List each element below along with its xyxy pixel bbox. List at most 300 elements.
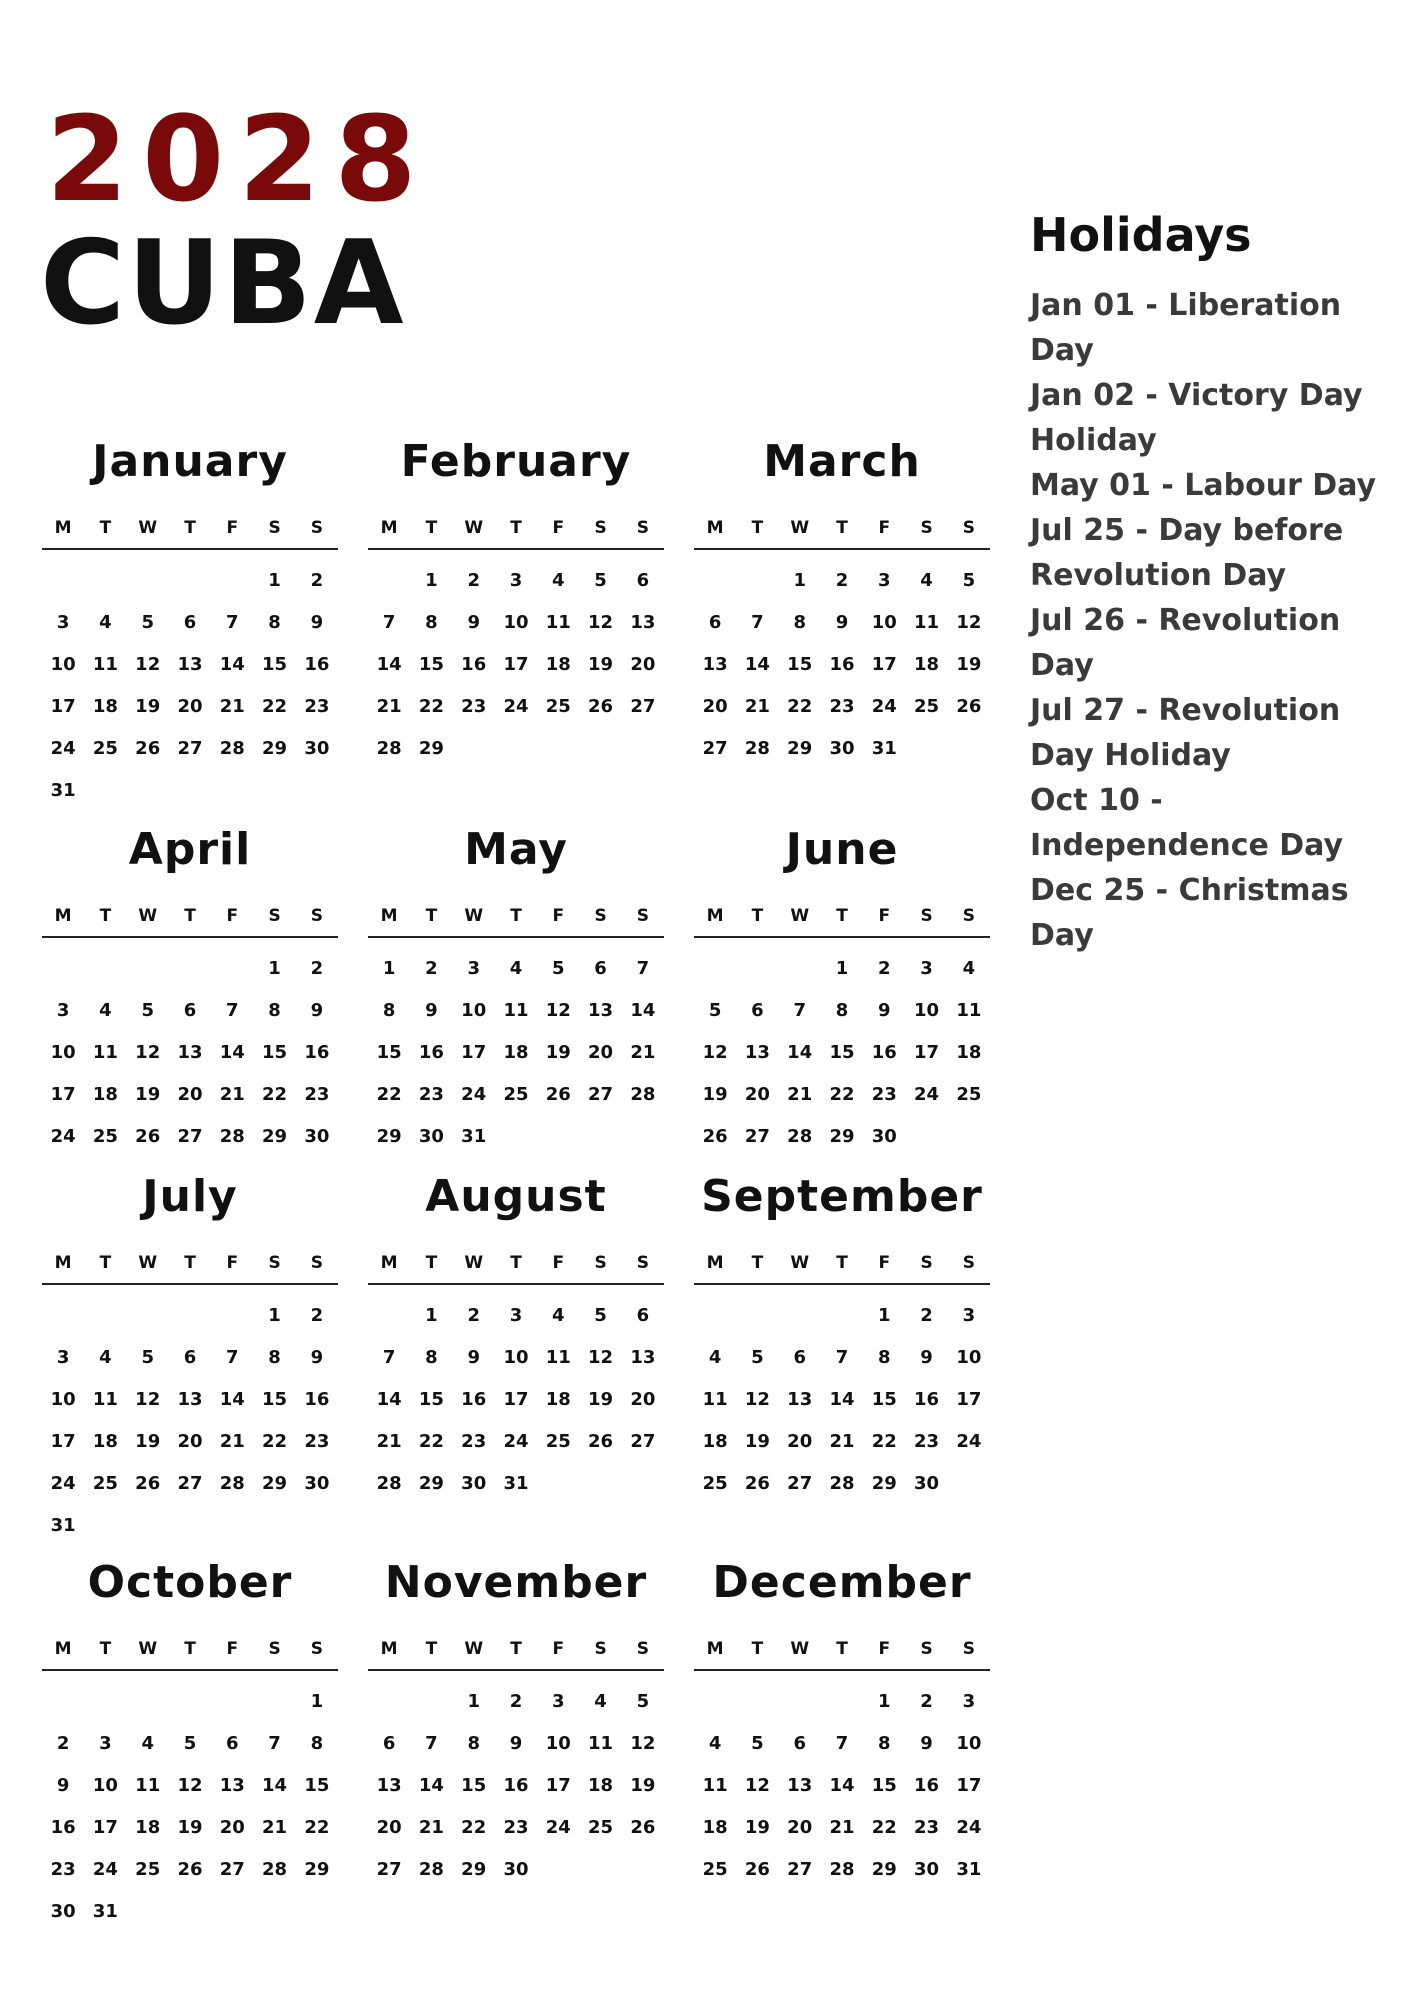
day-cell: 7 [382, 612, 396, 633]
weekday-label: M [54, 906, 72, 926]
day-cell: 4 [708, 1347, 722, 1368]
weekday-label: S [920, 1253, 933, 1273]
weekday-header [694, 906, 990, 938]
day-cell: 6 [708, 612, 722, 633]
weekday-label: S [310, 906, 323, 926]
day-cell: 11 [92, 1389, 118, 1410]
day-cell: 5 [708, 1000, 722, 1021]
day-cell: 13 [787, 1389, 813, 1410]
day-cell: 20 [787, 1431, 813, 1452]
weekday-label: F [552, 906, 565, 926]
day-cell: 11 [92, 1042, 118, 1063]
day-cell: 31 [50, 1515, 76, 1536]
day-cell: 22 [418, 1431, 444, 1452]
holiday-item: May 01 - Labour Day [1030, 468, 1377, 504]
day-cell: 12 [545, 1000, 571, 1021]
day-cell: 18 [92, 1084, 118, 1105]
day-grid [368, 560, 664, 770]
day-cell: 7 [226, 1000, 239, 1021]
day-cell: 20 [630, 654, 656, 675]
day-cell: 29 [262, 1473, 288, 1494]
day-cell: 10 [871, 612, 897, 633]
day-empty [42, 948, 84, 990]
weekday-label: F [552, 1639, 565, 1659]
weekday-label: T [751, 1639, 764, 1659]
weekday-label: T [751, 518, 764, 538]
day-cell: 8 [425, 1347, 438, 1368]
day-cell: 11 [702, 1775, 728, 1796]
weekday-label: F [552, 518, 565, 538]
day-cell: 28 [219, 738, 245, 759]
day-cell: 8 [310, 1733, 324, 1754]
day-cell: 4 [962, 958, 976, 979]
day-cell: 16 [871, 1042, 897, 1063]
day-cell: 28 [829, 1859, 855, 1880]
month-june [694, 824, 990, 1158]
day-cell: 2 [56, 1733, 70, 1754]
day-cell: 18 [135, 1817, 161, 1838]
day-cell: 11 [135, 1775, 161, 1796]
day-cell: 9 [920, 1733, 933, 1754]
day-cell: 19 [588, 1389, 614, 1410]
day-cell: 3 [962, 1691, 976, 1712]
day-empty [127, 1681, 169, 1723]
weekday-header [368, 1253, 664, 1285]
weekday-label: W [790, 906, 810, 926]
day-cell: 10 [503, 612, 529, 633]
day-cell: 4 [509, 958, 523, 979]
day-cell: 10 [956, 1733, 982, 1754]
weekday-label: S [268, 1639, 281, 1659]
day-cell: 1 [382, 958, 396, 979]
weekday-label: T [425, 906, 438, 926]
month-title: May [464, 824, 568, 875]
day-cell: 20 [177, 696, 203, 717]
day-empty [127, 560, 169, 602]
day-cell: 15 [418, 654, 444, 675]
weekday-label: S [594, 518, 607, 538]
day-cell: 14 [630, 1000, 656, 1021]
day-cell: 3 [99, 1733, 112, 1754]
day-cell: 6 [183, 612, 197, 633]
day-cell: 24 [956, 1817, 982, 1838]
day-empty [211, 1295, 253, 1337]
day-empty [42, 1681, 84, 1723]
day-cell: 24 [92, 1859, 118, 1880]
day-grid [42, 560, 338, 812]
day-cell: 21 [744, 696, 770, 717]
day-cell: 3 [920, 958, 933, 979]
weekday-label: W [790, 1639, 810, 1659]
day-cell: 24 [871, 696, 897, 717]
day-empty [694, 560, 736, 602]
weekday-label: M [706, 1253, 724, 1273]
day-cell: 5 [962, 570, 976, 591]
day-cell: 4 [920, 570, 933, 591]
day-grid [368, 1681, 664, 1891]
weekday-label: T [99, 1253, 112, 1273]
day-cell: 12 [177, 1775, 203, 1796]
day-cell: 14 [219, 654, 245, 675]
day-cell: 19 [177, 1817, 203, 1838]
weekday-label: S [594, 906, 607, 926]
day-empty [169, 560, 211, 602]
day-cell: 22 [829, 1084, 855, 1105]
day-empty [368, 1681, 410, 1723]
weekday-label: M [54, 1253, 72, 1273]
weekday-label: F [878, 1639, 891, 1659]
day-cell: 20 [630, 1389, 656, 1410]
weekday-label: W [464, 906, 484, 926]
day-empty [821, 1681, 863, 1723]
weekday-label: T [99, 518, 112, 538]
weekday-label: F [226, 1639, 239, 1659]
day-cell: 3 [56, 1347, 70, 1368]
day-cell: 23 [304, 696, 330, 717]
calendar-year: 2028 [46, 90, 431, 228]
day-cell: 21 [219, 1431, 245, 1452]
day-cell: 23 [304, 1431, 330, 1452]
day-grid [368, 1295, 664, 1505]
day-cell: 1 [268, 1305, 281, 1326]
day-cell: 2 [425, 958, 438, 979]
day-cell: 29 [871, 1859, 897, 1880]
day-empty [84, 1295, 126, 1337]
weekday-label: S [962, 1253, 975, 1273]
day-cell: 27 [744, 1126, 770, 1147]
day-cell: 19 [956, 654, 982, 675]
day-cell: 7 [835, 1733, 849, 1754]
day-cell: 25 [588, 1817, 614, 1838]
weekday-label: T [184, 1639, 196, 1659]
weekday-label: W [138, 1253, 158, 1273]
day-cell: 29 [829, 1126, 855, 1147]
holiday-list [1030, 283, 1390, 958]
day-cell: 23 [871, 1084, 897, 1105]
day-cell: 4 [99, 1000, 112, 1021]
day-cell: 3 [467, 958, 480, 979]
day-cell: 6 [226, 1733, 239, 1754]
day-cell: 7 [226, 612, 239, 633]
day-cell: 28 [262, 1859, 288, 1880]
day-cell: 19 [702, 1084, 728, 1105]
day-cell: 12 [135, 654, 161, 675]
day-cell: 14 [829, 1775, 855, 1796]
day-cell: 20 [376, 1817, 402, 1838]
weekday-label: M [706, 518, 724, 538]
day-cell: 9 [878, 1000, 891, 1021]
day-cell: 25 [503, 1084, 529, 1105]
day-cell: 4 [552, 570, 565, 591]
weekday-label: T [99, 906, 112, 926]
weekday-header [368, 518, 664, 550]
day-cell: 27 [177, 738, 203, 759]
day-empty [368, 1295, 410, 1337]
day-cell: 14 [376, 1389, 402, 1410]
day-cell: 13 [177, 1389, 203, 1410]
day-cell: 26 [702, 1126, 728, 1147]
day-cell: 8 [268, 612, 281, 633]
day-cell: 28 [744, 738, 770, 759]
weekday-label: F [878, 518, 891, 538]
day-cell: 1 [268, 570, 281, 591]
day-cell: 25 [545, 1431, 571, 1452]
weekday-label: W [138, 906, 158, 926]
day-empty [368, 560, 410, 602]
day-cell: 24 [914, 1084, 940, 1105]
day-cell: 31 [461, 1126, 487, 1147]
day-cell: 29 [787, 738, 813, 759]
day-cell: 15 [262, 1389, 288, 1410]
day-cell: 28 [630, 1084, 656, 1105]
day-cell: 29 [418, 1473, 444, 1494]
weekday-label: W [138, 518, 158, 538]
month-september [694, 1171, 990, 1505]
weekday-label: W [464, 1639, 484, 1659]
day-empty [694, 1295, 736, 1337]
day-cell: 10 [914, 1000, 940, 1021]
day-cell: 16 [418, 1042, 444, 1063]
weekday-label: T [836, 1639, 848, 1659]
weekday-label: T [425, 1639, 438, 1659]
day-empty [42, 1295, 84, 1337]
day-cell: 10 [461, 1000, 487, 1021]
day-cell: 13 [630, 1347, 656, 1368]
day-grid [42, 948, 338, 1158]
day-empty [84, 560, 126, 602]
day-cell: 12 [956, 612, 982, 633]
month-november [368, 1557, 664, 1891]
day-cell: 10 [503, 1347, 529, 1368]
weekday-label: S [920, 906, 933, 926]
day-cell: 30 [871, 1126, 897, 1147]
day-cell: 27 [219, 1859, 245, 1880]
weekday-label: T [425, 518, 438, 538]
weekday-label: M [706, 1639, 724, 1659]
month-february [368, 436, 664, 770]
day-cell: 22 [376, 1084, 402, 1105]
day-cell: 6 [751, 1000, 764, 1021]
weekday-label: S [310, 518, 323, 538]
day-cell: 15 [829, 1042, 855, 1063]
day-cell: 14 [787, 1042, 813, 1063]
day-cell: 23 [503, 1817, 529, 1838]
day-cell: 30 [914, 1859, 940, 1880]
day-cell: 8 [467, 1733, 480, 1754]
day-cell: 14 [418, 1775, 444, 1796]
weekday-label: S [268, 906, 281, 926]
day-cell: 21 [376, 696, 402, 717]
day-cell: 9 [56, 1775, 70, 1796]
day-cell: 5 [594, 1305, 607, 1326]
holiday-item: Dec 25 - Christmas Day [1030, 873, 1349, 954]
day-cell: 6 [793, 1733, 806, 1754]
day-cell: 24 [545, 1817, 571, 1838]
day-cell: 21 [829, 1817, 855, 1838]
day-cell: 23 [50, 1859, 76, 1880]
day-cell: 10 [50, 654, 76, 675]
day-cell: 27 [630, 1431, 656, 1452]
weekday-label: F [226, 1253, 239, 1273]
day-cell: 17 [914, 1042, 940, 1063]
day-grid [694, 948, 990, 1158]
day-cell: 15 [262, 654, 288, 675]
day-cell: 26 [956, 696, 982, 717]
day-cell: 16 [304, 1389, 330, 1410]
day-cell: 8 [425, 612, 438, 633]
holiday-item: Jan 01 - Liberation Day [1030, 288, 1342, 369]
day-cell: 18 [588, 1775, 614, 1796]
day-cell: 9 [425, 1000, 438, 1021]
day-cell: 25 [702, 1473, 728, 1494]
day-cell: 16 [461, 1389, 487, 1410]
day-cell: 15 [871, 1389, 897, 1410]
day-cell: 23 [461, 1431, 487, 1452]
month-april [42, 824, 338, 1158]
day-grid [42, 1295, 338, 1547]
day-cell: 18 [956, 1042, 982, 1063]
day-cell: 4 [708, 1733, 722, 1754]
day-cell: 24 [503, 1431, 529, 1452]
month-july [42, 1171, 338, 1547]
day-cell: 8 [835, 1000, 849, 1021]
month-title: November [384, 1557, 648, 1608]
day-cell: 12 [135, 1042, 161, 1063]
weekday-label: W [464, 518, 484, 538]
day-cell: 7 [793, 1000, 806, 1021]
day-cell: 18 [92, 1431, 118, 1452]
day-cell: 12 [702, 1042, 728, 1063]
day-grid [42, 1681, 338, 1933]
day-cell: 15 [871, 1775, 897, 1796]
day-cell: 14 [744, 654, 770, 675]
weekday-label: W [790, 1253, 810, 1273]
day-cell: 18 [702, 1431, 728, 1452]
day-cell: 16 [503, 1775, 529, 1796]
day-empty [211, 1681, 253, 1723]
day-cell: 23 [914, 1431, 940, 1452]
day-cell: 30 [304, 1473, 330, 1494]
day-cell: 17 [461, 1042, 487, 1063]
day-cell: 11 [92, 654, 118, 675]
day-grid [694, 1681, 990, 1891]
day-cell: 25 [702, 1859, 728, 1880]
day-cell: 26 [135, 1473, 161, 1494]
month-title: June [785, 824, 899, 875]
day-cell: 9 [467, 612, 480, 633]
day-cell: 14 [829, 1389, 855, 1410]
day-empty [211, 560, 253, 602]
day-cell: 27 [376, 1859, 402, 1880]
day-cell: 8 [878, 1733, 891, 1754]
weekday-label: F [226, 906, 239, 926]
day-cell: 16 [914, 1389, 940, 1410]
day-cell: 20 [744, 1084, 770, 1105]
day-cell: 4 [552, 1305, 565, 1326]
day-cell: 28 [219, 1126, 245, 1147]
day-empty [821, 1295, 863, 1337]
weekday-label: T [836, 518, 848, 538]
day-cell: 8 [268, 1347, 281, 1368]
day-cell: 19 [744, 1817, 770, 1838]
day-cell: 27 [787, 1859, 813, 1880]
day-cell: 9 [467, 1347, 480, 1368]
day-cell: 15 [461, 1775, 487, 1796]
day-cell: 24 [50, 738, 76, 759]
day-cell: 3 [509, 1305, 523, 1326]
weekday-label: S [310, 1253, 323, 1273]
day-cell: 20 [219, 1817, 245, 1838]
day-cell: 11 [956, 1000, 982, 1021]
day-cell: 27 [702, 738, 728, 759]
day-empty [779, 948, 821, 990]
day-cell: 13 [702, 654, 728, 675]
day-cell: 30 [461, 1473, 487, 1494]
day-cell: 5 [594, 570, 607, 591]
day-cell: 5 [751, 1347, 764, 1368]
day-cell: 9 [835, 612, 849, 633]
day-cell: 18 [914, 654, 940, 675]
weekday-label: S [962, 1639, 975, 1659]
weekday-label: W [464, 1253, 484, 1273]
day-cell: 13 [376, 1775, 402, 1796]
day-cell: 21 [219, 696, 245, 717]
day-cell: 6 [183, 1347, 197, 1368]
day-cell: 21 [630, 1042, 656, 1063]
day-cell: 17 [956, 1389, 982, 1410]
day-cell: 12 [588, 1347, 614, 1368]
day-grid [694, 560, 990, 770]
day-cell: 19 [135, 1431, 161, 1452]
day-cell: 17 [545, 1775, 571, 1796]
day-cell: 21 [376, 1431, 402, 1452]
day-cell: 6 [636, 1305, 650, 1326]
day-cell: 18 [92, 696, 118, 717]
weekday-label: S [594, 1639, 607, 1659]
day-cell: 3 [552, 1691, 565, 1712]
day-cell: 19 [588, 654, 614, 675]
day-cell: 30 [914, 1473, 940, 1494]
month-title: October [87, 1557, 293, 1608]
day-cell: 26 [588, 696, 614, 717]
day-cell: 29 [871, 1473, 897, 1494]
day-cell: 13 [744, 1042, 770, 1063]
day-cell: 2 [467, 1305, 480, 1326]
day-cell: 21 [787, 1084, 813, 1105]
day-cell: 13 [787, 1775, 813, 1796]
holiday-item: Oct 10 - Independence Day [1030, 783, 1344, 864]
weekday-label: F [552, 1253, 565, 1273]
day-cell: 30 [418, 1126, 444, 1147]
day-cell: 19 [545, 1042, 571, 1063]
day-empty [84, 948, 126, 990]
day-cell: 26 [630, 1817, 656, 1838]
day-empty [211, 948, 253, 990]
day-empty [169, 1681, 211, 1723]
day-cell: 28 [418, 1859, 444, 1880]
day-cell: 26 [135, 1126, 161, 1147]
day-cell: 29 [418, 738, 444, 759]
day-cell: 12 [744, 1775, 770, 1796]
day-cell: 22 [871, 1817, 897, 1838]
day-cell: 19 [630, 1775, 656, 1796]
day-cell: 30 [304, 1126, 330, 1147]
day-cell: 17 [92, 1817, 118, 1838]
day-cell: 14 [376, 654, 402, 675]
day-cell: 3 [878, 570, 891, 591]
day-cell: 17 [50, 1084, 76, 1105]
day-empty [169, 1295, 211, 1337]
